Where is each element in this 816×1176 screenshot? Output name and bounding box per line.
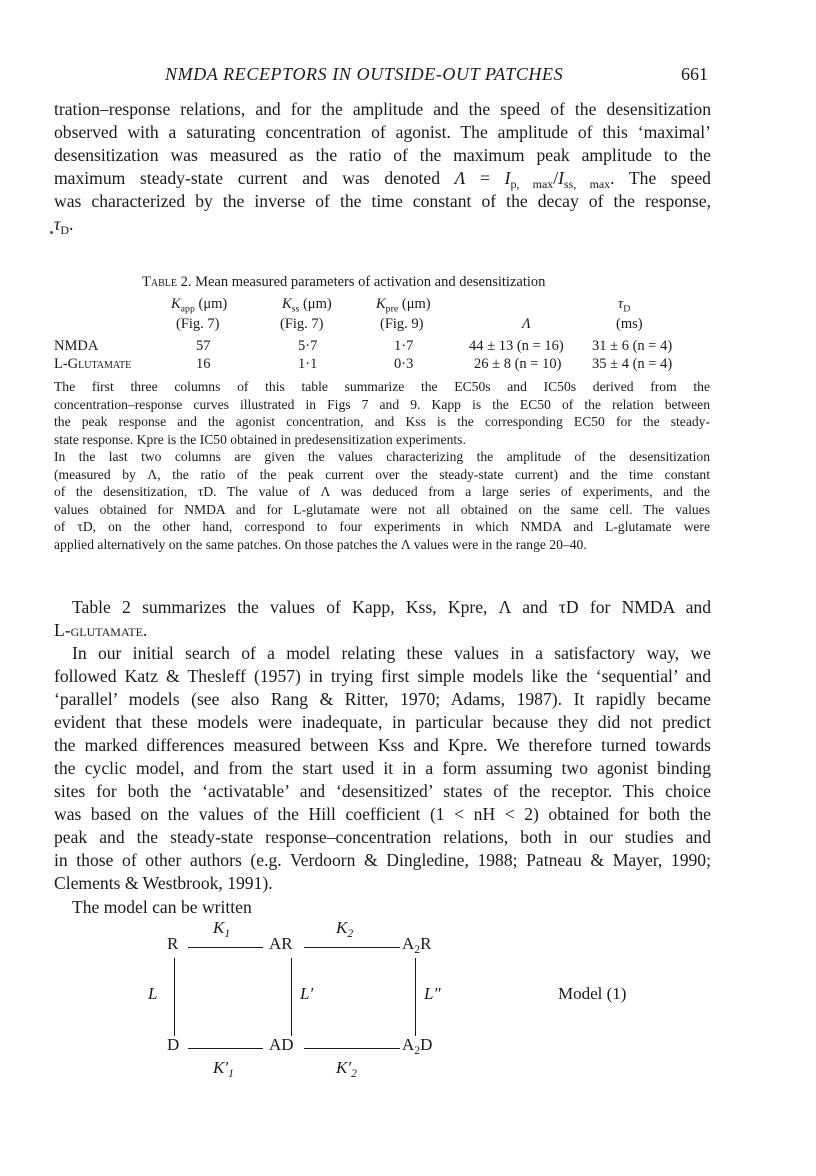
text-line: was characterized by the inverse of the time constant of the decay of the response, [54, 191, 711, 211]
note-line: (measured by Λ, the ratio of the peak current over the steady-state current) and the time constant [54, 466, 710, 482]
model-paragraph [54, 642, 711, 895]
note-line: values obtained for NMDA and for L-glutamate were not all obtained on the same cell. The values [54, 501, 710, 517]
note-line: applied alternatively on the same patches. On those patches the Λ values were in the range 20–40. [54, 536, 587, 552]
state-a2d [402, 1035, 433, 1058]
table-label: Table 2. [142, 274, 192, 290]
row-tau: 35 ± 4 (n = 4) [592, 356, 673, 372]
text-line: The model can be written [72, 897, 252, 917]
k-symbol: K [376, 296, 386, 312]
state-r: R [167, 934, 179, 953]
state-ad: AD [269, 1035, 294, 1054]
row-lambda: 26 ± 8 (n = 10) [474, 356, 562, 372]
header-tau [618, 296, 630, 313]
k-symbol: K′ [336, 1058, 352, 1077]
row-agonist: L-Glutamate [54, 356, 132, 372]
note-line: the peak response and the agonist concentration, and Kss is the corresponding EC50 for the steady- [54, 414, 710, 429]
text-line [54, 213, 711, 236]
text-line: in those of other authors (e.g. Verdoorn & Dingledine, 1988; Patneau & Mayer, 1990; [54, 850, 711, 870]
margin-mark [50, 231, 53, 234]
text-line: L-glutamate. [54, 620, 148, 640]
subscript: p, max [510, 177, 554, 192]
edge-r-d [174, 958, 175, 1036]
subscript: pre [385, 303, 399, 315]
intro-paragraph [54, 98, 711, 236]
text-line: observed with a saturating concentration of agonist. The amplitude of this ‘maximal’ [54, 122, 711, 142]
state-text: D [420, 1035, 433, 1054]
header-tau-unit: (ms) [616, 316, 643, 332]
unit: (μm) [398, 296, 431, 312]
header-kapp [171, 296, 227, 313]
note-line: of the desensitization, τD. The value of Λ was deduced from a large series of experiments, and the [54, 484, 710, 499]
edge-a2r-a2d [415, 958, 416, 1036]
k-symbol: K [171, 296, 181, 312]
unit: (μm) [194, 296, 228, 312]
text-line: the marked differences measured between Kss and Kpre. We therefore turned towards [54, 735, 711, 755]
edge-r-ar [188, 947, 263, 948]
row-agonist: NMDA [54, 338, 99, 354]
text-line: Table 2 summarizes the values of Kapp, Kss, Kpre, Λ and τD for NMDA and [72, 597, 711, 617]
k1-label [213, 918, 231, 941]
row-kpre: 0·3 [394, 356, 414, 372]
text-line [54, 167, 711, 190]
header-lambda: Λ [522, 316, 531, 332]
note-line: The first three columns of this table summarize the EC50s and IC50s derived from the [54, 379, 710, 394]
header-kss-fig: (Fig. 7) [280, 316, 324, 332]
text-line: Clements & Westbrook, 1991). [54, 873, 273, 893]
text-line: tration–response relations, and for the amplitude and the speed of the desensitization [54, 99, 711, 119]
note-line: of τD, on the other hand, correspond to four experiments in which NMDA and L-glutamate were [54, 519, 710, 534]
l-double-prime-label: L″ [424, 984, 441, 1003]
row-kapp: 16 [196, 356, 211, 372]
text-run: . [68, 214, 74, 234]
l-prime-label: L′ [300, 984, 314, 1003]
text-line: peak and the steady-state response–concentration relations, both in our studies and [54, 827, 711, 847]
k-symbol: K [213, 918, 225, 937]
subscript: ss [291, 303, 300, 315]
k-symbol: K′ [213, 1058, 229, 1077]
subscript: D [60, 223, 69, 238]
k2-label [336, 918, 354, 941]
note-line: state response. Kpre is the IC50 obtained in predesensitization experiments. [54, 431, 466, 447]
state-text: A [402, 1035, 415, 1054]
unit: (μm) [299, 296, 332, 312]
edge-ar-a2r [304, 947, 400, 948]
table-caption [142, 274, 545, 291]
text-line: evident that these models were inadequate, in particular because they did not predict [54, 712, 711, 732]
text-run: maximum steady-state current and was denoted [54, 168, 455, 188]
lambda-symbol: Λ [454, 168, 466, 188]
slash: / [553, 168, 559, 188]
table-caption-text: Mean measured parameters of activation and desensitization [191, 274, 546, 290]
note-line: concentration–response curves illustrated in Figs 7 and 9. Kapp is the EC50 of the relation between [54, 396, 710, 412]
k1-prime-label [213, 1058, 234, 1081]
subscript: 1 [224, 927, 231, 941]
header-kapp-fig: (Fig. 7) [176, 316, 220, 332]
subscript: ss, max [564, 177, 611, 192]
model-label: Model (1) [558, 984, 627, 1003]
equals-sign: = [465, 168, 505, 188]
text-line: was based on the values of the Hill coefficient (1 < nH < 2) obtained for both the [54, 804, 711, 824]
state-ar: AR [269, 934, 293, 953]
summary-paragraph [54, 596, 711, 642]
text-line: the cyclic model, and from the start used it in a form assuming two agonist binding [54, 758, 711, 778]
subscript: 2 [347, 927, 354, 941]
running-head-title: NMDA RECEPTORS IN OUTSIDE-OUT PATCHES [165, 64, 564, 84]
text-line: desensitization was measured as the ratio of the maximum peak amplitude to the [54, 145, 711, 165]
current-symbol: I [504, 168, 511, 188]
text-line: sites for both the ‘activatable’ and ‘desensitized’ states of the receptor. This choice [54, 781, 711, 801]
subscript: 2 [351, 1067, 357, 1081]
note-line: In the last two columns are given the values characterizing the amplitude of the desensitization [54, 449, 710, 464]
k2-prime-label [336, 1058, 357, 1081]
table-note-1 [54, 378, 710, 448]
table-2 [54, 296, 714, 376]
running-head [0, 64, 816, 88]
state-a2r [402, 934, 432, 957]
state-d: D [167, 1035, 180, 1054]
page-number: 661 [681, 64, 708, 84]
current-symbol: I [558, 168, 565, 188]
row-kapp: 57 [196, 338, 211, 354]
subscript: 2 [414, 1044, 421, 1058]
text-line: ‘parallel’ models (see also Rang & Ritter, 1970; Adams, 1987). It rapidly became [54, 689, 711, 709]
text-line: In our initial search of a model relating these values in a satisfactory way, we [72, 643, 711, 663]
edge-d-ad [188, 1048, 263, 1049]
row-tau: 31 ± 6 (n = 4) [592, 338, 673, 354]
subscript: D [623, 303, 631, 315]
subscript: 1 [228, 1067, 234, 1081]
table-note-2 [54, 448, 710, 553]
text-run: . The speed [610, 168, 711, 188]
state-text: R [420, 934, 432, 953]
row-kpre: 1·7 [394, 338, 414, 354]
tau-symbol: τ [54, 214, 61, 234]
state-text: A [402, 934, 415, 953]
subscript: app [180, 303, 195, 315]
row-kss: 1·1 [298, 356, 318, 372]
row-lambda: 44 ± 13 (n = 16) [469, 338, 564, 354]
k-symbol: K [282, 296, 292, 312]
row-kss: 5·7 [298, 338, 318, 354]
l-label: L [148, 984, 158, 1003]
edge-ad-a2d [304, 1048, 400, 1049]
edge-ar-ad [291, 958, 292, 1036]
text-line: followed Katz & Thesleff (1957) in trying first simple models like the ‘sequential’ and [54, 666, 711, 686]
header-kpre-fig: (Fig. 9) [380, 316, 424, 332]
subscript: 2 [414, 943, 421, 957]
header-kss [282, 296, 332, 313]
model-1-diagram [120, 910, 720, 1085]
tau-symbol: τ [618, 296, 624, 312]
header-kpre [376, 296, 431, 313]
k-symbol: K [336, 918, 348, 937]
